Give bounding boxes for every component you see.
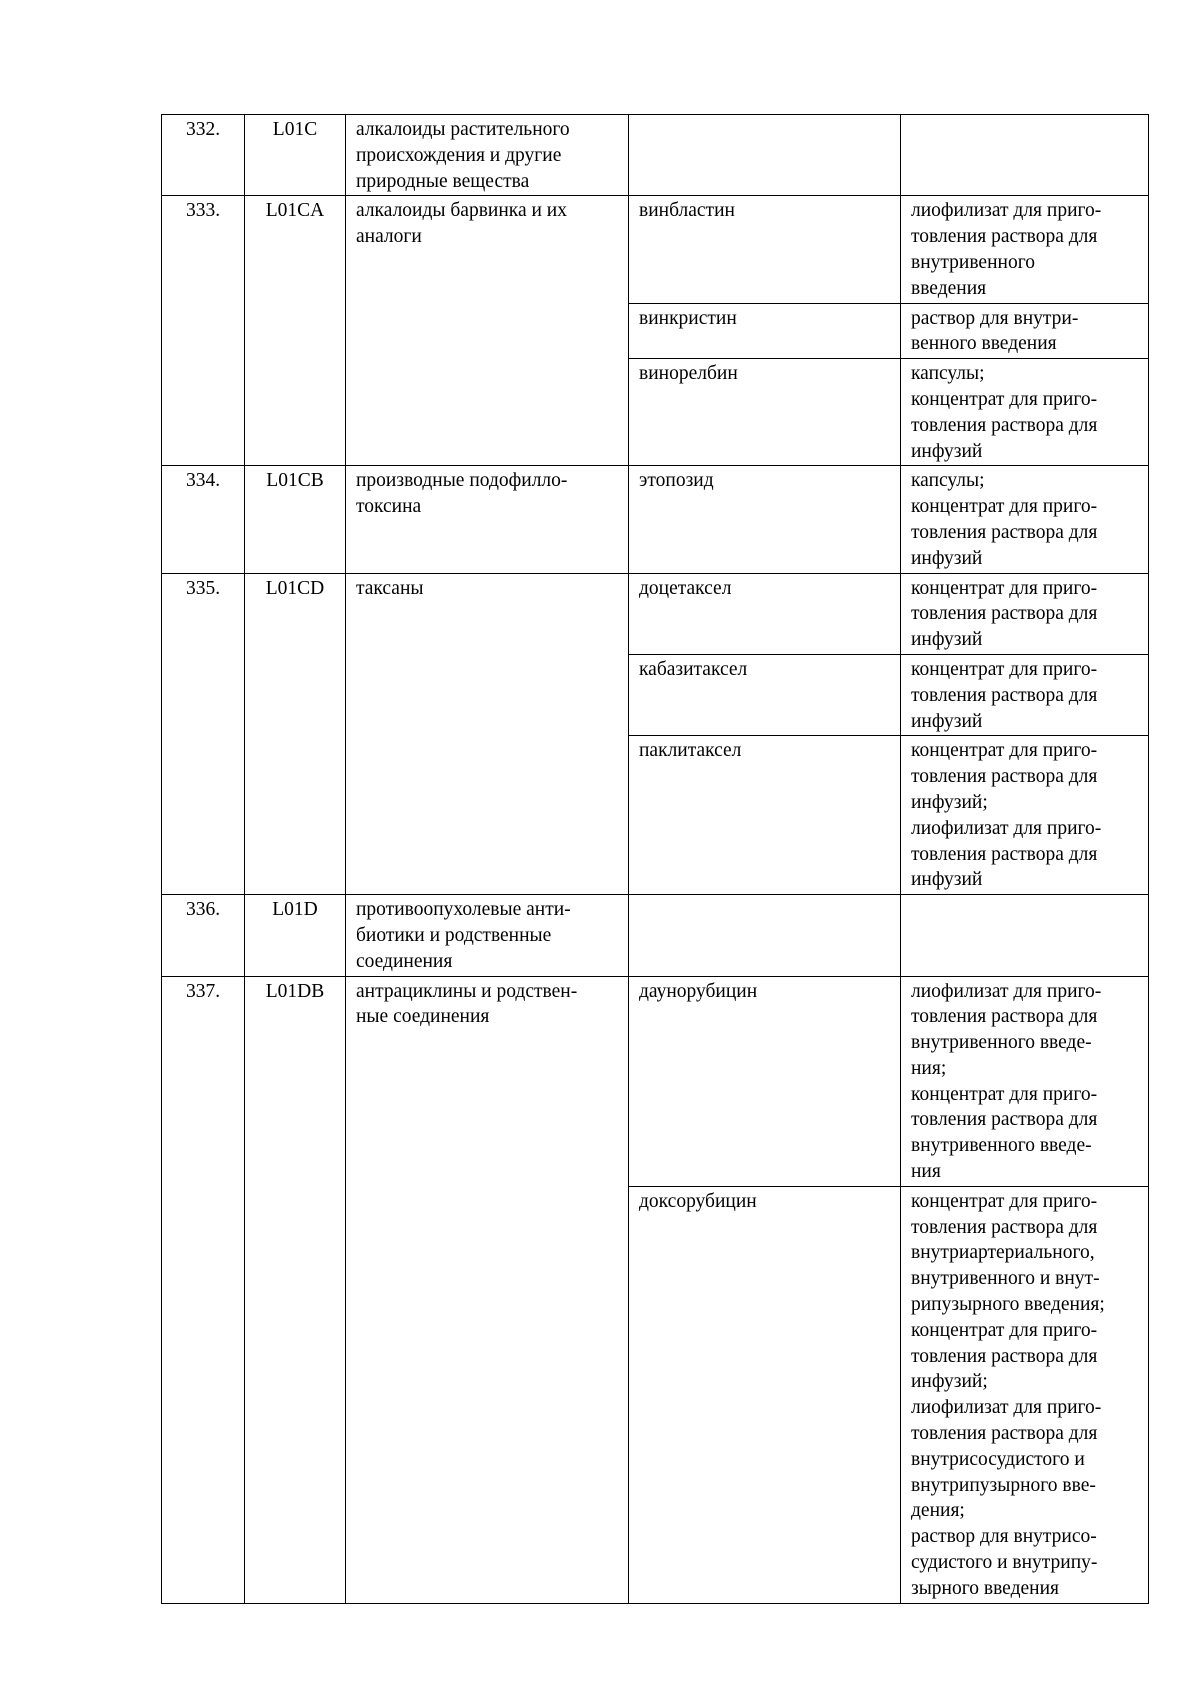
dosage-form-line: товления раствора для xyxy=(911,766,1098,788)
dosage-form-cell xyxy=(901,466,1149,573)
dosage-form-line: лиофилизат для приго- xyxy=(911,1397,1102,1419)
dosage-form-line: концентрат для приго- xyxy=(911,1083,1098,1105)
dosage-form-line: внутрисосудистого и xyxy=(911,1448,1085,1470)
dosage-form-line: товления раствора для xyxy=(911,1345,1098,1367)
row-number-cell: 333. xyxy=(162,196,245,466)
dosage-form-line: товления раствора для xyxy=(911,1006,1098,1028)
dosage-form-line: товления раствора для xyxy=(911,414,1098,436)
group-text-line: алкалоиды барвинка и их xyxy=(356,200,567,222)
group-text-line: происхождения и другие xyxy=(356,144,562,166)
atc-code-cell: L01D xyxy=(245,895,346,976)
atc-group-cell xyxy=(346,573,629,895)
row-number-cell: 336. xyxy=(162,895,245,976)
group-text-line: таксаны xyxy=(356,577,424,599)
drug-name-cell: даунорубицин xyxy=(629,976,901,1186)
drug-name-cell: винбластин xyxy=(629,196,901,303)
drug-name-cell: этопозид xyxy=(629,466,901,573)
group-text-line: соединения xyxy=(356,950,453,972)
row-number-cell: 332. xyxy=(162,115,245,196)
table-row xyxy=(162,573,1149,654)
dosage-form-line: ния; xyxy=(911,1057,947,1079)
dosage-form-line: судистого и внутрипу- xyxy=(911,1552,1098,1574)
dosage-form-cell xyxy=(901,1186,1149,1603)
table-row xyxy=(162,976,1149,1186)
dosage-form-line: лиофилизат для приго- xyxy=(911,980,1102,1002)
dosage-form-line: ния xyxy=(911,1161,941,1183)
drug-name-cell: паклитаксел xyxy=(629,736,901,895)
group-text-line: токсина xyxy=(356,496,422,518)
dosage-form-line: лиофилизат для приго- xyxy=(911,817,1102,839)
dosage-form-line: товления раствора для xyxy=(911,1423,1098,1445)
atc-group-cell xyxy=(346,196,629,466)
dosage-form-line: товления раствора для xyxy=(911,1216,1098,1238)
dosage-form-line: концентрат для приго- xyxy=(911,496,1098,518)
dosage-form-line: товления раствора для xyxy=(911,1109,1098,1131)
group-text-line: природные вещества xyxy=(356,170,530,192)
dosage-form-line: рипузырного введения; xyxy=(911,1294,1105,1316)
dosage-form-line: концентрат для приго- xyxy=(911,658,1098,680)
drug-list-table xyxy=(161,114,1149,1604)
dosage-form-cell xyxy=(901,895,1149,976)
row-number-cell: 335. xyxy=(162,573,245,895)
drug-name-cell xyxy=(629,895,901,976)
dosage-form-line: инфузий xyxy=(911,629,983,651)
drug-name-cell: доцетаксел xyxy=(629,573,901,654)
atc-code-cell: L01CD xyxy=(245,573,346,895)
dosage-form-line: концентрат для приго- xyxy=(911,1319,1098,1341)
group-text-line: производные подофилло- xyxy=(356,470,568,492)
dosage-form-line: инфузий xyxy=(911,869,983,891)
group-text-line: аналоги xyxy=(356,226,422,248)
atc-code-cell: L01DB xyxy=(245,976,346,1603)
dosage-form-line: внутрипузырного вве- xyxy=(911,1474,1096,1496)
dosage-form-line: внутривенного введе- xyxy=(911,1135,1092,1157)
table-row xyxy=(162,895,1149,976)
dosage-form-cell xyxy=(901,736,1149,895)
dosage-form-cell xyxy=(901,359,1149,466)
dosage-form-cell xyxy=(901,976,1149,1186)
row-number-cell: 337. xyxy=(162,976,245,1603)
dosage-form-line: концентрат для приго- xyxy=(911,740,1098,762)
dosage-form-line: раствор для внутрисо- xyxy=(911,1526,1097,1548)
atc-code-cell: L01CA xyxy=(245,196,346,466)
dosage-form-line: инфузий xyxy=(911,440,983,462)
table-row xyxy=(162,196,1149,303)
dosage-form-line: внутривенного введе- xyxy=(911,1032,1092,1054)
drug-name-cell: винкристин xyxy=(629,303,901,359)
group-text-line: противоопухолевые анти- xyxy=(356,899,571,921)
dosage-form-line: внутривенного xyxy=(911,251,1035,273)
dosage-form-line: введения xyxy=(911,277,987,299)
atc-group-cell xyxy=(346,976,629,1603)
dosage-form-cell xyxy=(901,303,1149,359)
dosage-form-line: товления раствора для xyxy=(911,843,1098,865)
atc-code-cell: L01C xyxy=(245,115,346,196)
dosage-form-cell xyxy=(901,115,1149,196)
group-text-line: антрациклины и родствен- xyxy=(356,980,578,1002)
dosage-form-line: товления раствора для xyxy=(911,603,1098,625)
dosage-form-line: товления раствора для xyxy=(911,226,1098,248)
dosage-form-line: инфузий; xyxy=(911,791,988,813)
dosage-form-line: концентрат для приго- xyxy=(911,1190,1098,1212)
table-row xyxy=(162,466,1149,573)
dosage-form-line: концентрат для приго- xyxy=(911,388,1098,410)
drug-name-cell xyxy=(629,115,901,196)
dosage-form-line: инфузий xyxy=(911,710,983,732)
row-number-cell: 334. xyxy=(162,466,245,573)
dosage-form-line: зырного введения xyxy=(911,1577,1059,1599)
dosage-form-line: раствор для внутри- xyxy=(911,307,1079,329)
atc-group-cell xyxy=(346,115,629,196)
dosage-form-cell xyxy=(901,196,1149,303)
dosage-form-line: внутривенного и внут- xyxy=(911,1268,1100,1290)
drug-name-cell: доксорубицин xyxy=(629,1186,901,1603)
dosage-form-line: концентрат для приго- xyxy=(911,577,1098,599)
drug-name-cell: винорелбин xyxy=(629,359,901,466)
dosage-form-line: инфузий xyxy=(911,547,983,569)
dosage-form-line: капсулы; xyxy=(911,470,985,492)
group-text-line: алкалоиды растительного xyxy=(356,119,570,140)
table-row xyxy=(162,115,1149,196)
dosage-form-line: капсулы; xyxy=(911,363,985,385)
atc-group-cell xyxy=(346,466,629,573)
dosage-form-line: венного введения xyxy=(911,333,1057,355)
dosage-form-line: лиофилизат для приго- xyxy=(911,200,1102,222)
dosage-form-line: внутриартериального, xyxy=(911,1242,1095,1264)
dosage-form-cell xyxy=(901,573,1149,654)
group-text-line: биотики и родственные xyxy=(356,924,552,946)
atc-group-cell xyxy=(346,895,629,976)
dosage-form-line: инфузий; xyxy=(911,1371,988,1393)
dosage-form-line: товления раствора для xyxy=(911,684,1098,706)
group-text-line: ные соединения xyxy=(356,1006,490,1028)
dosage-form-line: дения; xyxy=(911,1500,965,1522)
atc-code-cell: L01CB xyxy=(245,466,346,573)
table-body xyxy=(162,115,1149,1604)
dosage-form-cell xyxy=(901,654,1149,735)
drug-name-cell: кабазитаксел xyxy=(629,654,901,735)
dosage-form-line: товления раствора для xyxy=(911,521,1098,543)
